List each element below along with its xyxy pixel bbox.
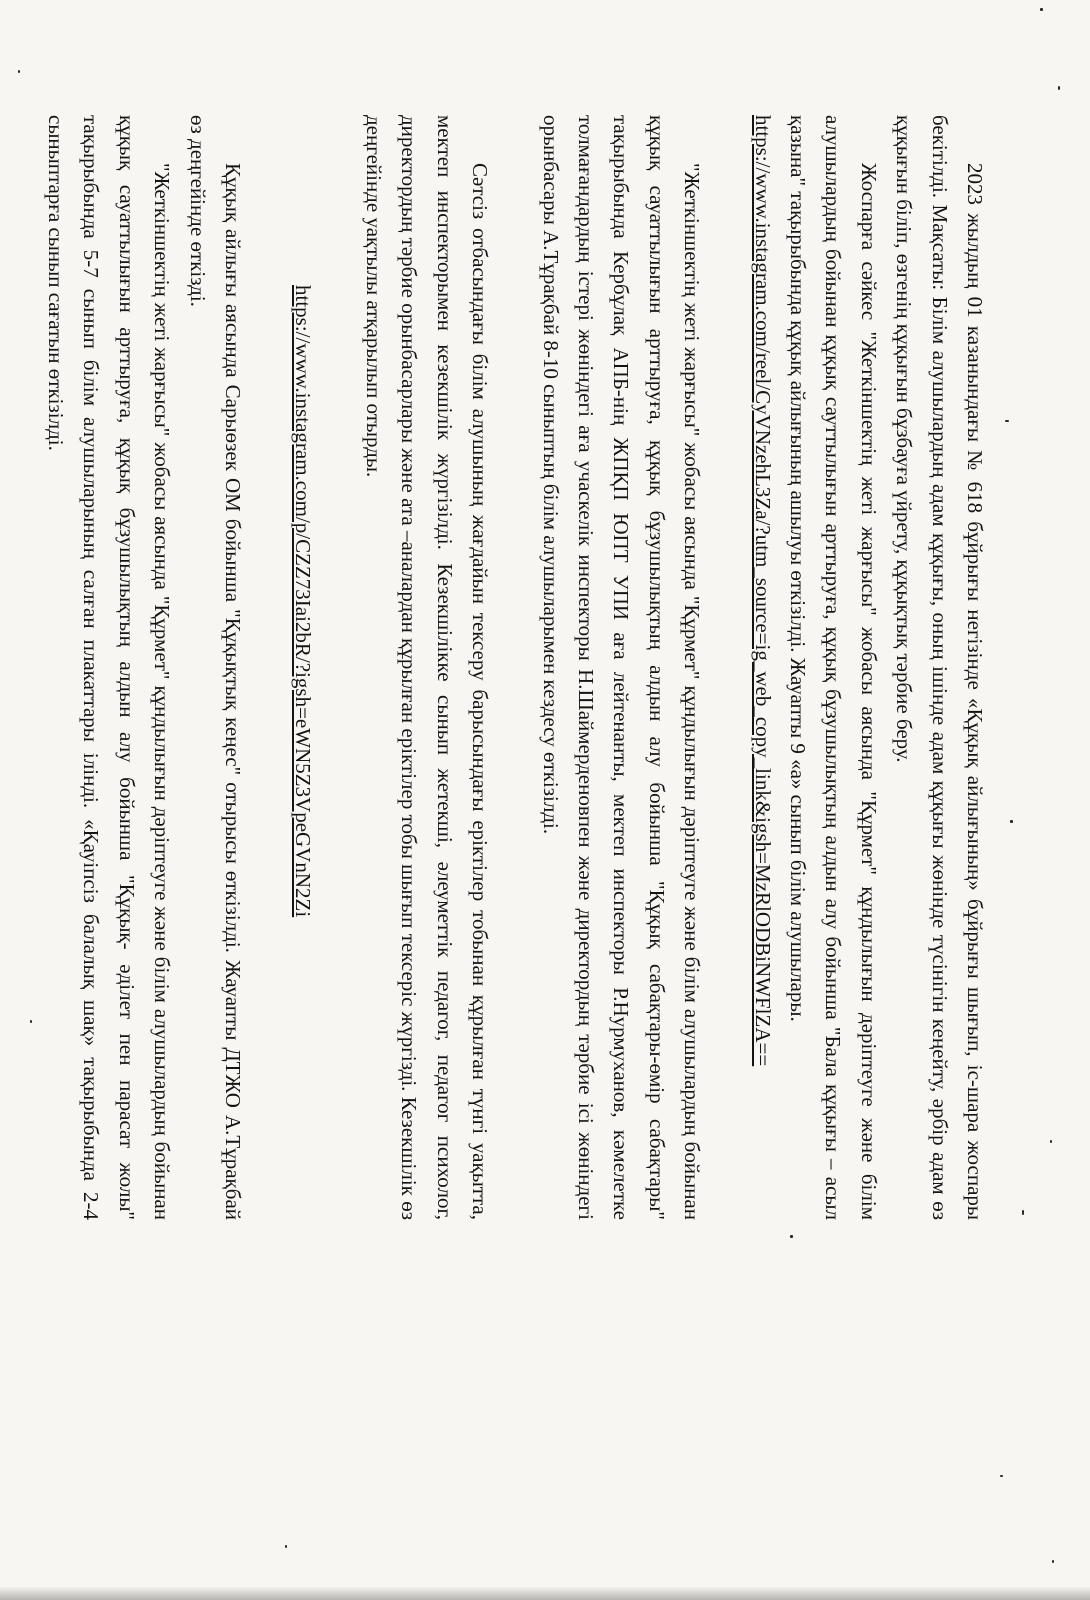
- paragraph-meeting: "Жеткіншектің жеті жарғысы" жобасы аясында "Құрмет" құндылығын дәріптеуге және білім алушылардың бойынан құқық сауаттылығын арттыруға, құқық бұзушылықтың алдын алу бойынша "Құқық сабақтары-өмір сабақтары" тақырыбында Кербұлақ АПБ-нің ЖПҚП ЮПТ УПИ аға лейтенанты, мектеп инспекторы Р.Нурмуханов, кәмелетке толмағандардың істері жөніндегі аға учаскелік инспекторы Н.Шаймерденовпен және директордың тәрбие ісі жөніндегі орынбасары А.Тұрақбай 8-10 сыныптың білім алушыларымен кездесу өткізілді.: [538, 115, 705, 1220]
- scan-speck: [1050, 1140, 1052, 1143]
- scan-speck: [1022, 1210, 1024, 1215]
- instagram-link-post-text[interactable]: https://www.instagram.com/p/CZZ73Iai2bR/?igsh=eWN5Z3VpeGVnN2Zi: [291, 285, 316, 918]
- instagram-link-reel[interactable]: [744, 115, 779, 1220]
- paragraph-plan-opening: Жоспарға сәйкес "Жеткіншектің жеті жарғысы" жобасы аясында "Құрмет" құндылығын дәріптеуге және білім алушылардың бойынан құқық сауттылығын арттыруға, құқық бұзушылықтың алдын алу бойынша "Бала құқығы – асыл қазына" тақырыбында құқық айлығының ашылуы өткізілді. Жауапты 9 «а» сынып білім алушылары.: [785, 115, 881, 1220]
- paragraph-night-duty: Сәтсіз отбасындағы білім алушының жағдайын тексеру барысындағы еріктілер тобынан құрылған түнгі уақытта, мектеп инспекторымен кезекшілік жүргізілді. Кезекшілікке сынып жетекші, әлеуметтік педагог, педагог психолог, директордың тәрбие орынбасарлары және ата –аналардан құрылған еріктілер тобы шығып тексеріс жүргізді. Кезекшілік өз деңгейінде уақтылы атқарылып отырды.: [361, 115, 493, 1220]
- scan-speck: [1040, 8, 1043, 11]
- scan-speck: [285, 1545, 287, 1548]
- instagram-link-reel-text[interactable]: https://www.instagram.com/reel/CyVNzehL3Za/?utm_source=ig_web_copy_link&igsh=MzRlODBiNWFlZA==: [750, 115, 775, 1067]
- paragraph-legal-council: Құқық айлығы аясында Сарыөзек ОМ бойынша "Құқықтық кеңес" отырысы өткізілді. Жауапты ДТЖО А.Тұрақбай өз деңгейінде өткізді.: [185, 115, 246, 1220]
- scan-edge-shadow: [0, 1586, 1090, 1600]
- scan-speck: [1052, 1560, 1054, 1563]
- scan-speck: [1000, 1475, 1003, 1477]
- scan-speck: [1005, 420, 1009, 422]
- scan-speck: [30, 1020, 32, 1023]
- scan-speck: [1010, 820, 1013, 823]
- scan-speck: [790, 1235, 793, 1238]
- paragraph-posters: "Жеткіншектің жеті жарғысы" жобасы аясында "Құрмет" құндылығын дәріптеуге және білім алушылардың бойынан құқық сауаттылығын арттыруға, құқық бұзушылықтың алдын алу бойынша "Құқық- әділет пен парасат жолы" тақырыбында 5-7 сынып білім алушыларының салған плакаттары ілінді. «Қауіпсіз балалық шақ» тақырыбында 2-4 сыныптарға сынып сағатын өткізілді.: [44, 115, 175, 1220]
- scan-speck: [18, 70, 20, 73]
- instagram-link-post[interactable]: [285, 115, 320, 1220]
- scan-speck: [1058, 86, 1060, 90]
- paragraph-order: 2023 жылдың 01 казанындағы № 618 бұйрығы негізінде «Құқық айлығының» бұйрығы шығып, іс-шара жоспары бекітілді. Мақсаты: Білім алушылардың адам құқығы, оның ішінде адам құқығы жөнінде түсінігін кеңейту, әрбір адам өз құқығын біліп, өзгенің құқығын бұзбауға үйрету, құқықтық тәрбие беру.: [892, 115, 987, 1220]
